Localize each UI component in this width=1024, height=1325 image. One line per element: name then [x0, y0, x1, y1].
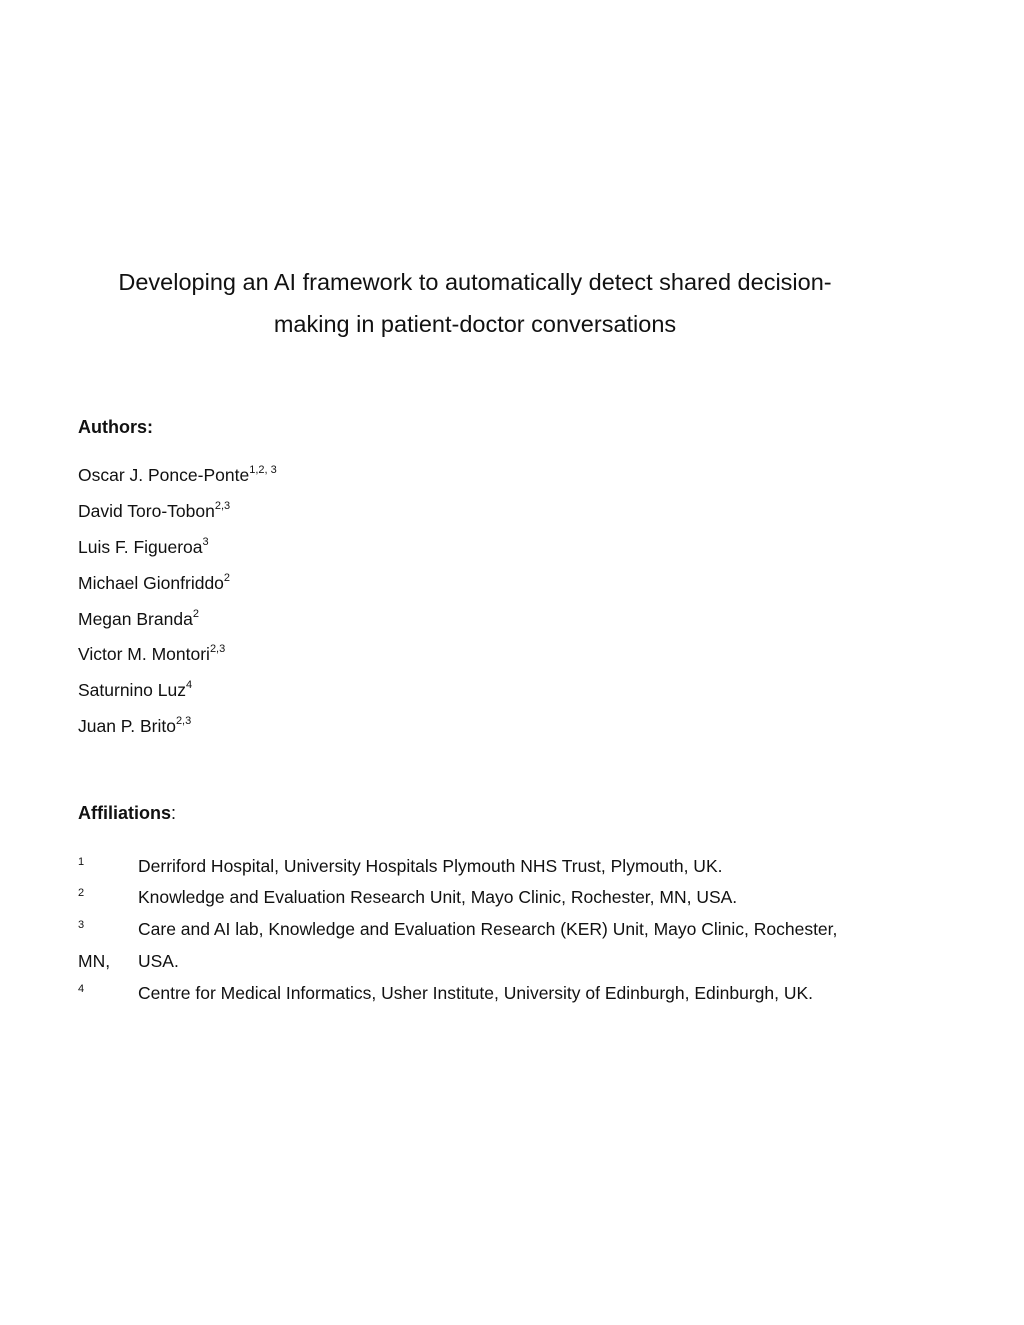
affiliations-heading-label: Affiliations: [78, 803, 171, 823]
author-name: Michael Gionfriddo: [78, 573, 224, 593]
author-affiliation-marker: 2,3: [214, 500, 231, 513]
title-line-1: Developing an AI framework to automatically detect shared decision-: [118, 269, 832, 295]
author-entry: [78, 643, 225, 665]
affiliation-number: 3: [78, 919, 85, 931]
authors-heading: Authors:: [78, 417, 153, 437]
author-name: Oscar J. Ponce-Ponte: [78, 465, 250, 485]
affiliations-heading-colon: :: [171, 803, 177, 823]
author-name: Victor M. Montori: [78, 644, 210, 664]
author-entry: [78, 572, 230, 594]
author-affiliation-marker: 1,2, 3: [249, 464, 277, 477]
affiliation-text: Derriford Hospital, University Hospitals Plymouth NHS Trust, Plymouth, UK.: [138, 856, 723, 876]
affiliation-text: Knowledge and Evaluation Research Unit, Mayo Clinic, Rochester, MN, USA.: [138, 887, 738, 907]
affiliation-number: 2: [78, 887, 85, 899]
author-name: Luis F. Figueroa: [78, 537, 203, 557]
author-affiliation-marker: 2: [192, 608, 199, 621]
author-affiliation-marker: 3: [202, 536, 209, 549]
author-entry: [78, 715, 191, 737]
affiliation-number: 4: [78, 983, 85, 995]
author-affiliation-marker: 2,3: [175, 715, 192, 728]
affiliation-text: Centre for Medical Informatics, Usher Institute, University of Edinburgh, Edinburgh, UK.: [138, 983, 814, 1003]
affiliation-continuation-right: USA.: [138, 951, 179, 971]
author-name: Juan P. Brito: [78, 716, 176, 736]
affiliation-number: 1: [78, 856, 85, 868]
author-entry: [78, 500, 230, 522]
author-name: David Toro-Tobon: [78, 501, 215, 521]
author-name: Megan Branda: [78, 609, 193, 629]
author-entry: [78, 464, 277, 486]
author-affiliation-marker: 4: [186, 679, 193, 692]
affiliations-heading: [78, 802, 176, 824]
author-entry: [78, 536, 209, 558]
author-affiliation-marker: 2,3: [209, 643, 226, 656]
affiliation-text: Care and AI lab, Knowledge and Evaluation Research (KER) Unit, Mayo Clinic, Rochester,: [138, 919, 838, 939]
author-entry: [78, 679, 192, 701]
title-line-2: making in patient-doctor conversations: [273, 311, 677, 337]
author-entry: [78, 608, 199, 630]
author-affiliation-marker: 2: [223, 572, 231, 585]
author-name: Saturnino Luz: [78, 680, 186, 700]
affiliation-continuation-left: MN,: [78, 951, 111, 971]
